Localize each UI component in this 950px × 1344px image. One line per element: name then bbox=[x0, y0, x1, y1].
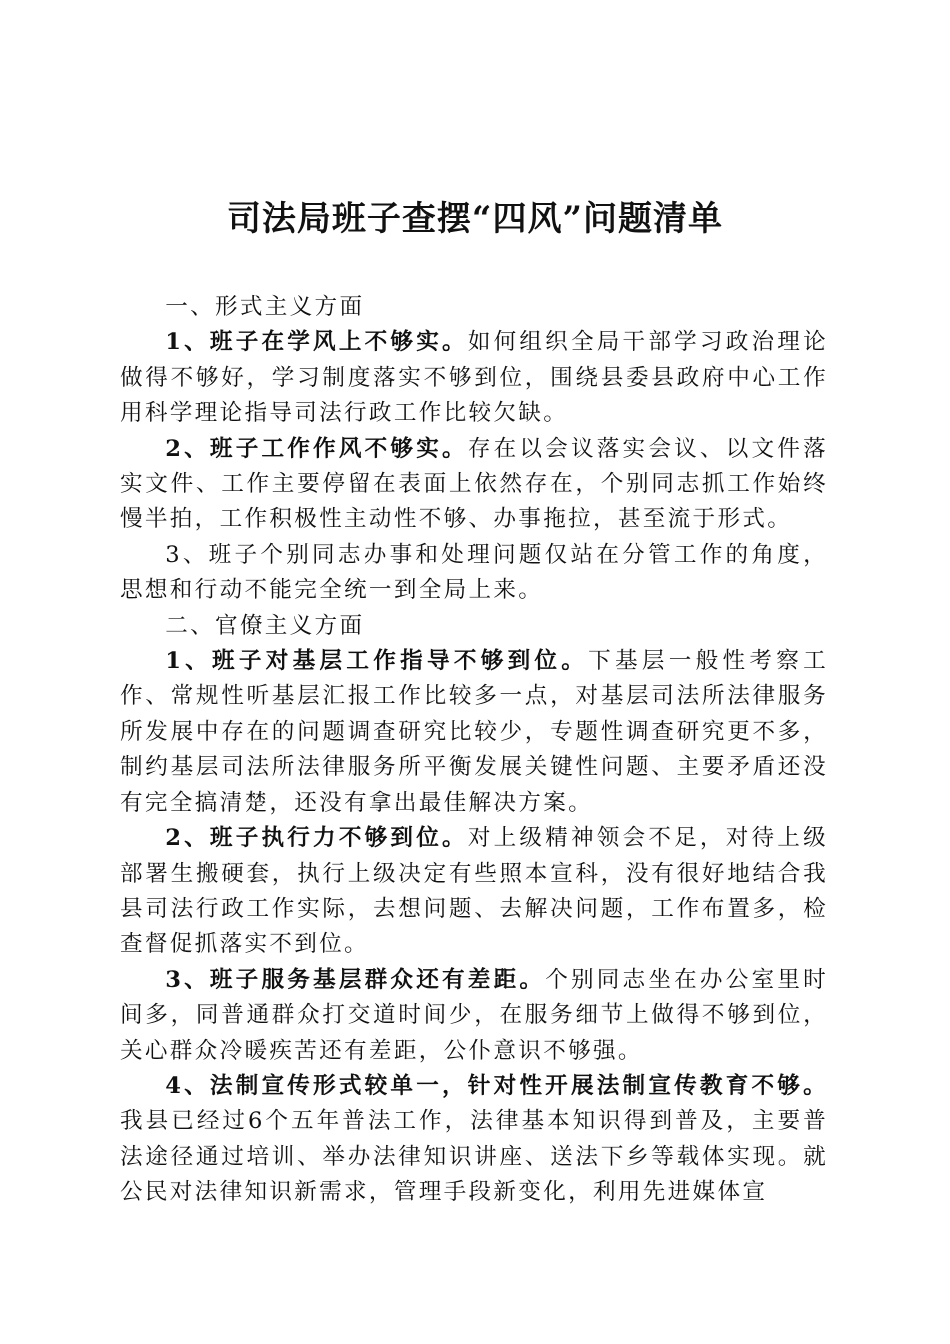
paragraph-lead: 1、班子在学风上不够实。 bbox=[165, 329, 468, 356]
paragraph-text: 存在以会议落实会议、以文件落实文件、工作主要停留在表面上依然存在，个别同志抓工作始终慢半拍，工作积极性主动性不够、办事拖拉，甚至流于形式。 bbox=[120, 435, 828, 533]
section-heading-bureaucratism: 二、官僚主义方面 bbox=[165, 612, 365, 639]
paragraph-formalism-1 bbox=[120, 325, 828, 431]
document-body bbox=[120, 290, 828, 1211]
paragraph-formalism-2 bbox=[120, 432, 828, 538]
paragraph-text: 下基层一般性考察工作、常规性听基层汇报工作比较多一点，对基层司法所法律服务所发展中存在的问题调查研究比较少，专题性调查研究更不多，制约基层司法所法律服务所平衡发展关键性问题、主要矛盾还没有完全搞清楚，还没有拿出最佳解决方案。 bbox=[120, 648, 828, 816]
paragraph-lead: 1、班子对基层工作指导不够到位。 bbox=[165, 648, 589, 675]
paragraph-text: 如何组织全局干部学习政治理论做得不够好，学习制度落实不够到位，围绕县委县政府中心工作用科学理论指导司法行政工作比较欠缺。 bbox=[120, 329, 828, 427]
paragraph-lead: 4、法制宣传形式较单一，针对性开展法制宣传教育不够。 bbox=[165, 1072, 828, 1099]
paragraph-bureaucratism-2 bbox=[120, 821, 828, 963]
section-heading-formalism: 一、形式主义方面 bbox=[165, 294, 365, 320]
document-title: 司法局班子查摆“四风”问题清单 bbox=[226, 199, 724, 239]
paragraph-text: 对上级精神领会不足，对待上级部署生搬硬套，执行上级决定有些照本宣科，没有很好地结合我县司法行政工作实际，去想问题、去解决问题，工作布置多，检查督促抓落实不到位。 bbox=[120, 825, 828, 958]
paragraph-lead: 3、班子服务基层群众还有差距。 bbox=[165, 966, 546, 993]
paragraph-lead: 2、班子工作作风不够实。 bbox=[165, 435, 468, 462]
paragraph-text: 个别同志坐在办公室里时间多，同普通群众打交道时间少，在服务细节上做得不够到位，关心群众冷暖疾苦还有差距，公仆意识不够强。 bbox=[120, 966, 828, 1064]
paragraph-bureaucratism-1 bbox=[120, 644, 828, 821]
paragraph-bureaucratism-4 bbox=[120, 1069, 828, 1211]
paragraph-text: 我县已经过6个五年普法工作，法律基本知识得到普及，主要普法途径通过培训、举办法律知识讲座、送法下乡等载体实现。就公民对法律知识新需求，管理手段新变化，利用先进媒体宣 bbox=[120, 1108, 828, 1206]
paragraph-bureaucratism-3 bbox=[120, 963, 828, 1069]
paragraph-formalism-3 bbox=[120, 538, 828, 609]
paragraph-lead: 2、班子执行力不够到位。 bbox=[165, 825, 468, 852]
paragraph-text: 3、班子个别同志办事和处理问题仅站在分管工作的角度，思想和行动不能完全统一到全局上来。 bbox=[120, 541, 828, 604]
